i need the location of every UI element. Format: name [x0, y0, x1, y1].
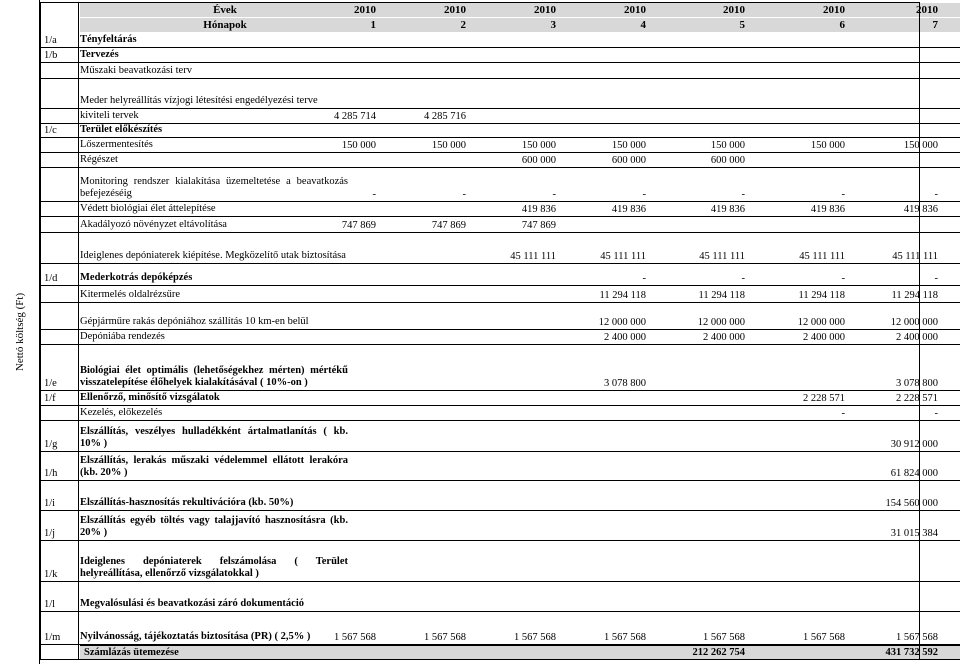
- row-code: 1/m: [44, 632, 61, 643]
- month-5-value: 45 111 111: [699, 251, 745, 262]
- billing-month-7-value: 431 732 592: [885, 647, 938, 658]
- month-6-value: 419 836: [810, 204, 845, 215]
- month-5-value: -: [741, 189, 745, 200]
- row-code: 1/a: [44, 35, 57, 46]
- year-4: 2010: [624, 4, 646, 16]
- month-4-value: 419 836: [611, 204, 646, 215]
- table-row: [40, 406, 960, 421]
- month-4-value: 600 000: [611, 155, 646, 166]
- month-6-value: 2 400 000: [803, 332, 845, 343]
- row-code: 1/g: [44, 439, 58, 450]
- month-7-value: -: [934, 273, 938, 284]
- row-description: Ellenőrző, minősítő vizsgálatok: [80, 392, 220, 403]
- month-6-value: 45 111 111: [799, 251, 845, 262]
- table-row: [40, 48, 960, 63]
- row-description: Elszállítás-hasznosítás rekultivációra (kb. 50%): [80, 497, 294, 508]
- billing-month-5-value: 212 262 754: [692, 647, 745, 658]
- table-row: [40, 264, 960, 286]
- row-description: Nyilvánosság, tájékoztatás biztosítása (PR) ( 2,5% ): [80, 631, 311, 642]
- header-years-row: [80, 3, 960, 17]
- table-row: [40, 202, 960, 217]
- row-description: Elszállítás, veszélyes hulladékként ártalmatlanítás ( kb. 10% ): [80, 426, 348, 449]
- row-description: Megvalósulási és beavatkozási záró dokumentáció: [80, 598, 304, 609]
- month-6-value: 11 294 118: [798, 290, 845, 301]
- header-months-row: [80, 18, 960, 32]
- row-description: Elszállítás, lerakás műszaki védelemmel ellátott lerakóra (kb. 20% ): [80, 455, 348, 478]
- row-code: 1/d: [44, 273, 58, 284]
- month-7-value: 45 111 111: [892, 251, 938, 262]
- month-3-value: 419 836: [521, 204, 556, 215]
- month-7-value: 2 228 571: [896, 393, 938, 404]
- row-code: 1/h: [44, 468, 58, 479]
- row-code: 1/b: [44, 50, 58, 61]
- month-7-value: 3 078 800: [896, 378, 938, 389]
- month-2-value: 747 869: [431, 220, 466, 231]
- table-row: [40, 582, 960, 612]
- table-row: [40, 303, 960, 330]
- row-description: Elszállítás egyéb töltés vagy talajjavító hasznosításra (kb. 20% ): [80, 515, 348, 538]
- year-5: 2010: [723, 4, 745, 16]
- table-row: [40, 286, 960, 303]
- table-row: [40, 541, 960, 582]
- month-7: 7: [932, 19, 938, 31]
- row-description: Gépjárműre rakás depóniához szállítás 10 km-en belül: [80, 316, 309, 327]
- side-axis: [0, 0, 40, 664]
- month-5-value: -: [741, 273, 745, 284]
- month-6-value: -: [841, 273, 845, 284]
- month-7-value: -: [934, 408, 938, 419]
- month-7-value: 61 824 000: [890, 468, 938, 479]
- row-code: 1/f: [44, 393, 56, 404]
- row-description: Kezelés, előkezelés: [80, 407, 163, 418]
- month-5-value: 600 000: [710, 155, 745, 166]
- month-5-value: 150 000: [710, 140, 745, 151]
- month-2-value: 150 000: [431, 140, 466, 151]
- row-description: Tervezés: [80, 49, 119, 60]
- table-row: [40, 109, 960, 124]
- month-7-value: 12 000 000: [890, 317, 938, 328]
- row-description: Ideiglenes depóniaterek felszámolása ( Terület helyreállítása, ellenőrző vizsgálatokkal ): [80, 556, 348, 579]
- row-code: 1/e: [44, 378, 57, 389]
- month-4-value: 12 000 000: [598, 317, 646, 328]
- cost-table: [40, 0, 960, 664]
- row-code: 1/k: [44, 569, 58, 580]
- month-6-value: 150 000: [810, 140, 845, 151]
- months-label: Hónapok: [203, 19, 247, 31]
- year-2: 2010: [444, 4, 466, 16]
- month-7-value: 11 294 118: [891, 290, 938, 301]
- table-row: [40, 138, 960, 153]
- row-description: Meder helyreállítás vízjogi létesítési engedélyezési terve: [80, 95, 318, 106]
- month-5-value: 12 000 000: [697, 317, 745, 328]
- table-row: [40, 33, 960, 48]
- table-row: [40, 452, 960, 481]
- month-3-value: 747 869: [521, 220, 556, 231]
- month-1: 1: [370, 19, 376, 31]
- code-divider: [78, 2, 79, 660]
- month-2-value: 4 285 716: [424, 111, 466, 122]
- month-6: 6: [839, 19, 845, 31]
- year-3: 2010: [534, 4, 556, 16]
- month-1-value: -: [372, 189, 376, 200]
- row-code: 1/l: [44, 599, 56, 610]
- month-4-value: -: [642, 273, 646, 284]
- month-6-value: 1 567 568: [803, 632, 845, 643]
- row-description: Terület előkészítés: [80, 124, 163, 135]
- years-label: Évek: [213, 4, 237, 16]
- month-2-value: 1 567 568: [424, 632, 466, 643]
- side-label: Nettó költség (Ft): [14, 292, 26, 372]
- row-description: Depóniába rendezés: [80, 331, 165, 342]
- table-row: [40, 63, 960, 79]
- row-description: Védett biológiai élet áttelepítése: [80, 203, 216, 214]
- month-1-value: 1 567 568: [334, 632, 376, 643]
- month-2: 2: [460, 19, 466, 31]
- month-2-value: -: [462, 189, 466, 200]
- year-7: 2010: [916, 4, 938, 16]
- row-description: Lőszermentesítés: [80, 139, 153, 150]
- row-description: Régészet: [80, 154, 118, 165]
- billing-schedule-label: Számlázás ütemezése: [84, 647, 179, 658]
- month-7-value: 1 567 568: [896, 632, 938, 643]
- month-7-value: 154 560 000: [885, 498, 938, 509]
- row-description: Ideiglenes depóniaterek kiépítése. Megközelítő utak biztosítása: [80, 250, 346, 261]
- table-row: [40, 217, 960, 233]
- month-3-value: 150 000: [521, 140, 556, 151]
- table-row: [40, 612, 960, 645]
- month-6-value: -: [841, 408, 845, 419]
- month-7-value: 419 836: [903, 204, 938, 215]
- month-5-value: 1 567 568: [703, 632, 745, 643]
- table-row: [40, 330, 960, 345]
- month-4-value: 1 567 568: [604, 632, 646, 643]
- table-row: [40, 168, 960, 202]
- month-5-value: 419 836: [710, 204, 745, 215]
- row-description: Akadályozó növényzet eltávolítása: [80, 219, 227, 230]
- table-row: [40, 481, 960, 511]
- month-6-value: -: [841, 189, 845, 200]
- month-4: 4: [640, 19, 646, 31]
- month-4-value: 11 294 118: [599, 290, 646, 301]
- month-6-value: 12 000 000: [797, 317, 845, 328]
- month-7-value: 31 015 384: [890, 528, 938, 539]
- table-row: [40, 79, 960, 109]
- month-4-value: 2 400 000: [604, 332, 646, 343]
- month-4-value: 150 000: [611, 140, 646, 151]
- table-row: [40, 153, 960, 168]
- month-4-value: 45 111 111: [600, 251, 646, 262]
- month-3-value: -: [552, 189, 556, 200]
- year-1: 2010: [354, 4, 376, 16]
- table-row: [40, 421, 960, 452]
- month-7-value: 30 912 000: [890, 439, 938, 450]
- table-row: [40, 391, 960, 406]
- month-4-value: -: [642, 189, 646, 200]
- billing-schedule-row: [80, 645, 960, 660]
- table-row: [40, 233, 960, 264]
- month-1-value: 747 869: [341, 220, 376, 231]
- month-3-value: 1 567 568: [514, 632, 556, 643]
- month-7-value: -: [934, 189, 938, 200]
- row-description: Kitermelés oldalrézsűre: [80, 289, 180, 300]
- row-code: 1/i: [44, 498, 56, 509]
- table-row: [40, 345, 960, 391]
- month-4-value: 3 078 800: [604, 378, 646, 389]
- month-3: 3: [550, 19, 556, 31]
- table-row: [40, 124, 960, 138]
- month-1-value: 150 000: [341, 140, 376, 151]
- month-3-value: 45 111 111: [510, 251, 556, 262]
- month-7-value: 2 400 000: [896, 332, 938, 343]
- month-7-value: 150 000: [903, 140, 938, 151]
- month-1-value: 4 285 714: [334, 111, 376, 122]
- row-description: Műszaki beavatkozási terv: [80, 65, 192, 76]
- month-3-value: 600 000: [521, 155, 556, 166]
- year-6: 2010: [823, 4, 845, 16]
- row-description: Mederkotrás depóképzés: [80, 272, 193, 283]
- table-row: [40, 511, 960, 541]
- row-description: Tényfeltárás: [80, 34, 137, 45]
- row-description: kiviteli tervek: [80, 110, 139, 121]
- row-description: Monitoring rendszer kialakítása üzemeltetése a beavatkozás befejezéséig: [80, 176, 348, 199]
- month-5-value: 11 294 118: [698, 290, 745, 301]
- row-code: 1/c: [44, 125, 57, 136]
- month-6-value: 2 228 571: [803, 393, 845, 404]
- row-code: 1/j: [44, 528, 56, 539]
- month-5-value: 2 400 000: [703, 332, 745, 343]
- row-description: Biológiai élet optimális (lehetőségekhez mérten) mértékű visszatelepítése élőhelyek kialakításával ( 10%-on ): [80, 365, 348, 388]
- month-5: 5: [739, 19, 745, 31]
